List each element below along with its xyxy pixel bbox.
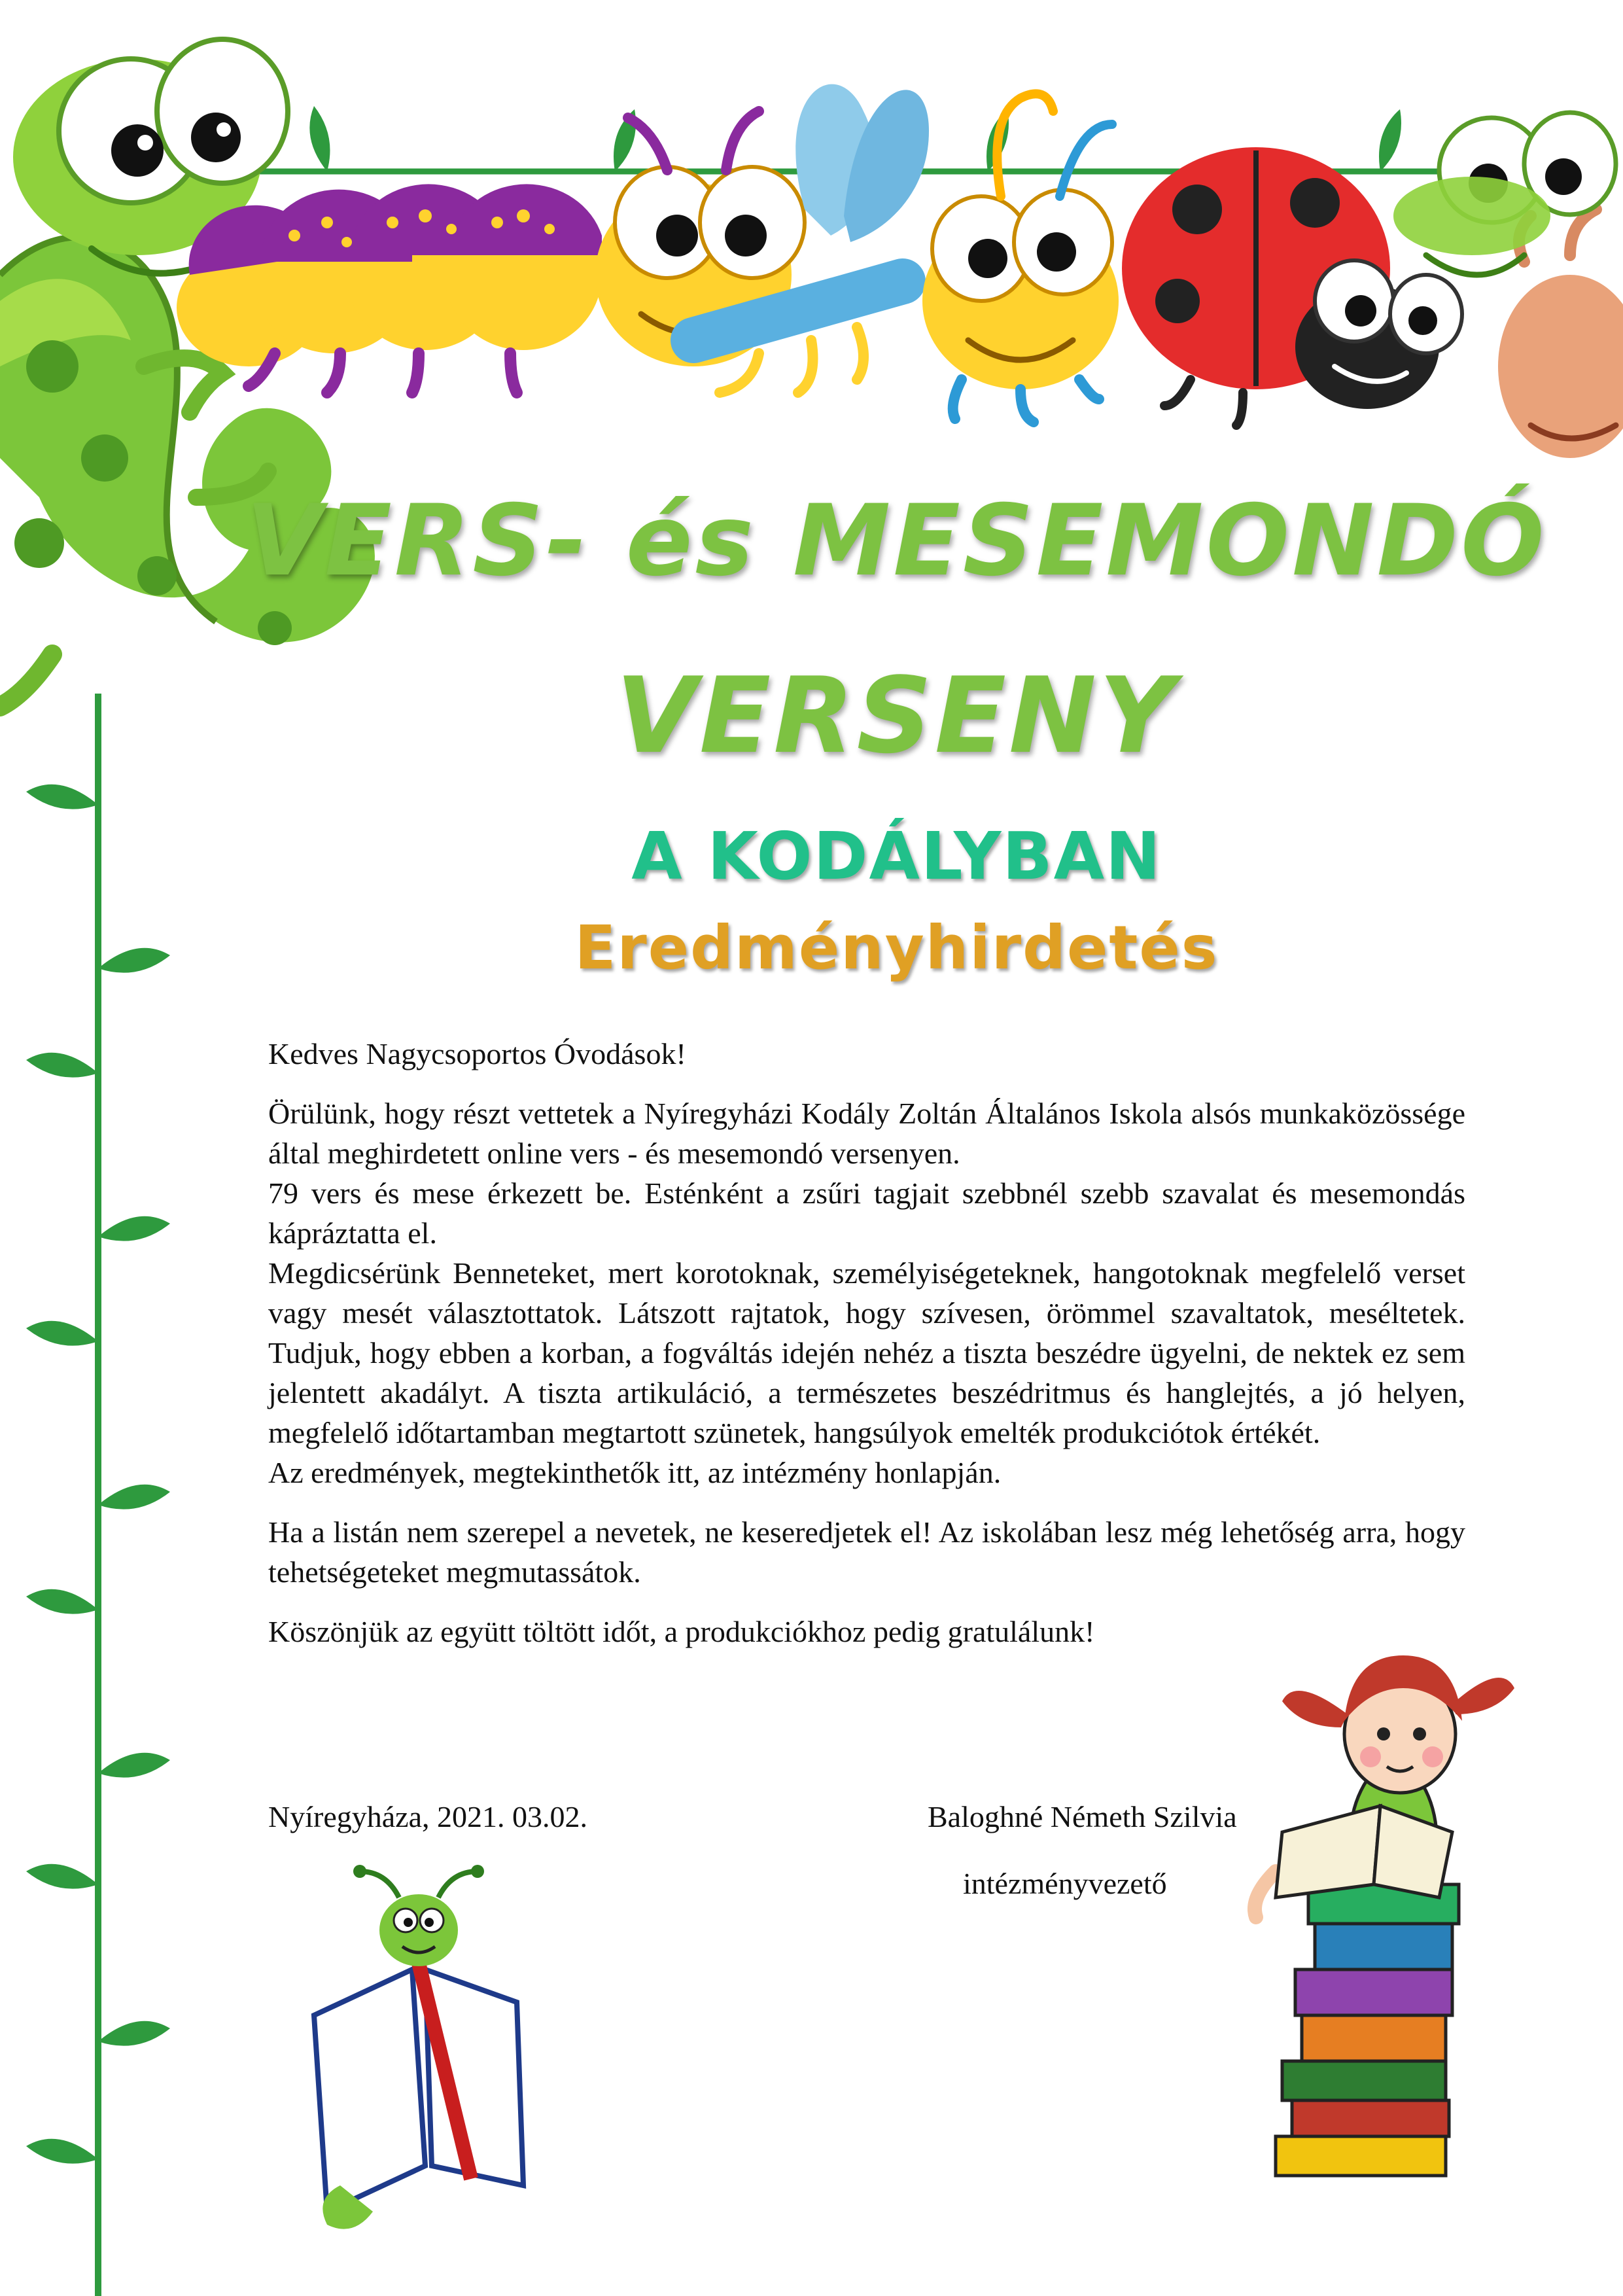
paragraph: Köszönjük az együtt töltött időt, a produkciókhoz pedig gratulálunk!	[268, 1615, 1095, 1648]
girl-reading-illustration	[1255, 1655, 1514, 2176]
paragraph: Megdicsérünk Benneteket, mert korotoknak, személyiségeteknek, hangotoknak megfelelő verset vagy mesét választottatok. Látszott rajtatok, hogy szívesen, örömmel szavaltatok, meséltetek. Tudjuk, hogy ebben a korban, a fogváltás idején nehéz a tiszta beszédre ügyelni, de nektek ez sem jelentett akadályt. A tiszta artikuláció, a természetes beszédritmus és hanglejtés, a jó helyen, megfelelő időtartamban megtartott szünetek, hangsúlyok emelték produkciótok értékét.	[268, 1256, 1465, 1449]
paragraph: 79 vers és mese érkezett be. Esténként a zsűri tagjait szebbnél szebb szavalat és mesemondás kápráztatta el.	[268, 1176, 1465, 1250]
title-line-2: VERSENY	[616, 654, 1178, 777]
ladybug-illustration	[1122, 147, 1462, 425]
subtitle: A KODÁLYBAN	[631, 818, 1162, 894]
bookworm-illustration	[314, 1865, 523, 2229]
paragraph: Örülünk, hogy részt vettetek a Nyíregyházi Kodály Zoltán Általános Iskola alsós munkaközössége által meghirdetett online vers - és mesemondó versenyen.	[268, 1097, 1465, 1170]
paragraph: Az eredmények, megtekinthetők itt, az intézmény honlapján.	[268, 1456, 1002, 1489]
results-heading: Eredményhirdetés	[574, 913, 1219, 983]
date: Nyíregyháza, 2021. 03.02.	[268, 1800, 587, 1833]
signer-title: intézményvezető	[963, 1867, 1167, 1900]
title-line-1: VERS- és MESEMONDÓ	[246, 484, 1547, 598]
greeting: Kedves Nagycsoportos Óvodások!	[268, 1037, 686, 1070]
paragraph: Ha a listán nem szerepel a nevetek, ne keseredjetek el! Az iskolában lesz még lehetőség arra, hogy tehetségeteket megmutassátok.	[268, 1515, 1465, 1589]
letter-body	[268, 1034, 1465, 1671]
bug-illustration	[922, 94, 1119, 422]
signer-name: Baloghné Németh Szilvia	[928, 1800, 1237, 1833]
